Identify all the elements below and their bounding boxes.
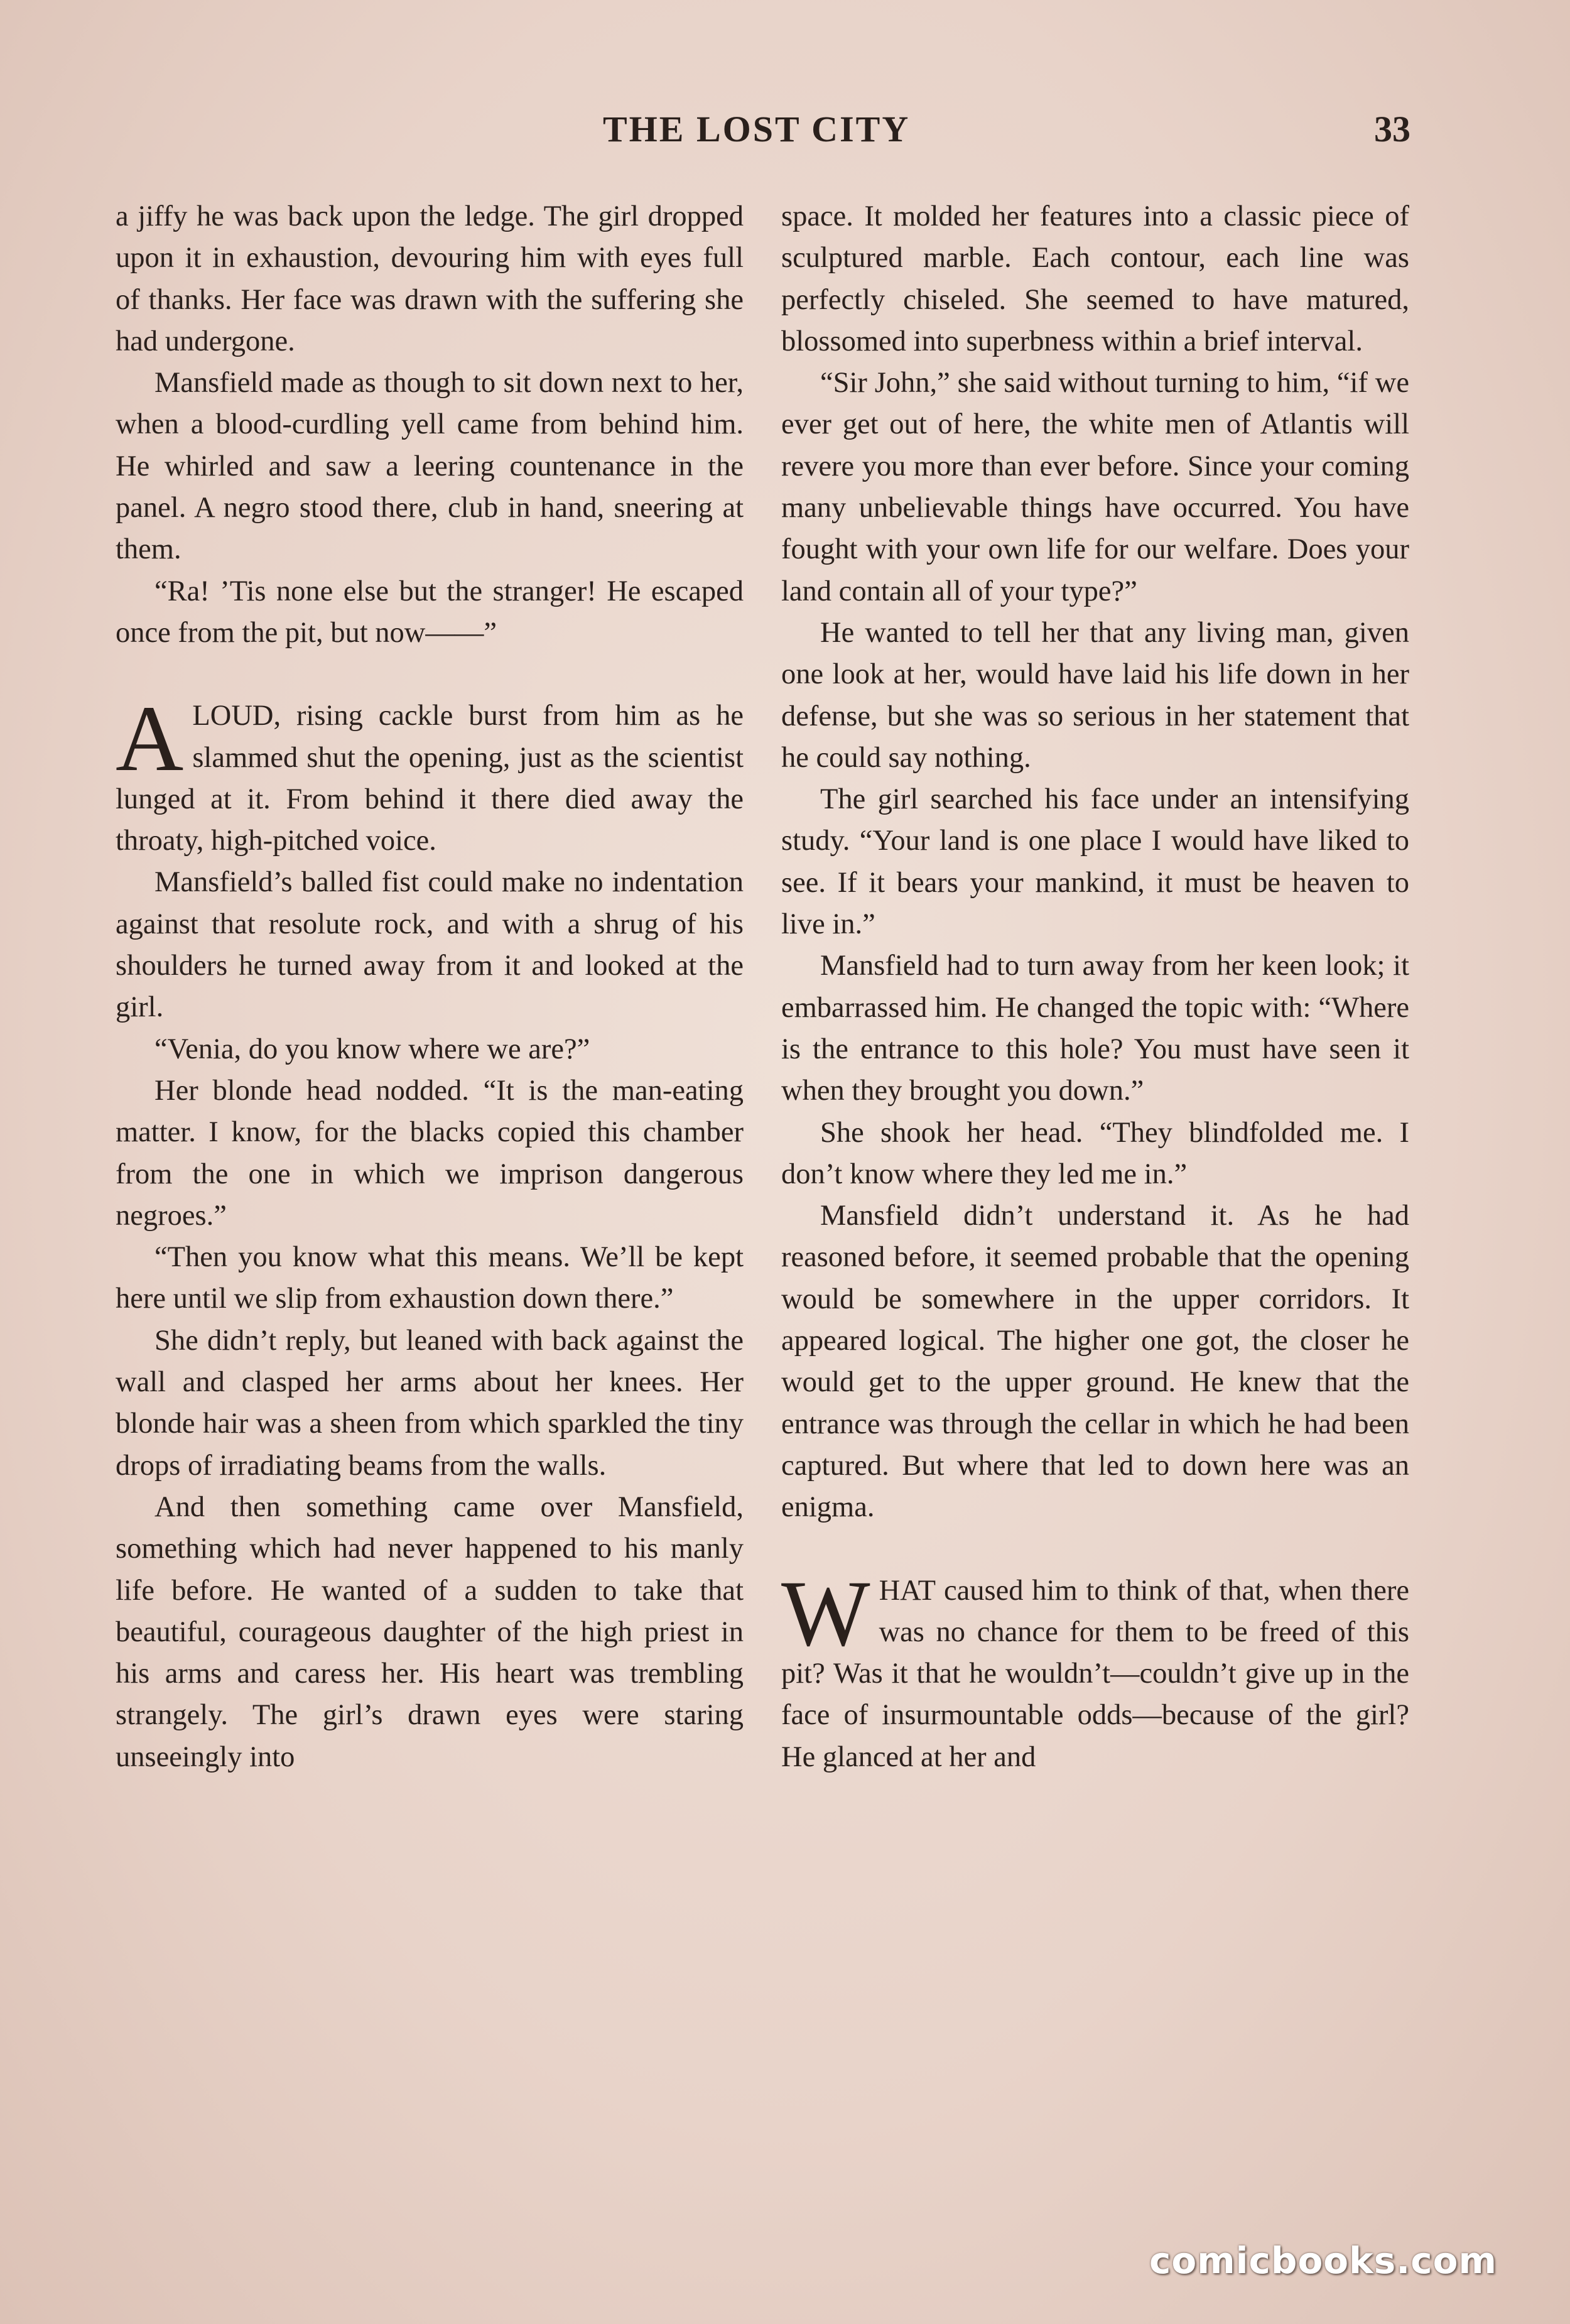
paragraph-text: HAT caused him to think of that, when there was no chance for them to be freed of this pit? Was it that he wouldn’t—couldn’t give up in the face of insurmountable odds—because of the girl? He glanced at her and bbox=[781, 1574, 1409, 1773]
section-paragraph bbox=[116, 687, 744, 862]
paragraph: Mansfield’s balled fist could make no indentation against that resolute rock, and with a shrug of his shoulders he turned away from it and looked at the girl. bbox=[116, 866, 744, 1024]
paragraph-text: LOUD, rising cackle burst from him as he slammed shut the opening, just as the scientist lunged at it. From behind it there died away the throaty, high-pitched voice. bbox=[116, 700, 744, 857]
paragraph: Her blonde head nodded. “It is the man-eating matter. I know, for the blacks copied this chamber from the one in which we imprison dangerous negroes.” bbox=[116, 1074, 744, 1232]
paragraph: “Ra! ’Tis none else but the stranger! He escaped once from the pit, but now——” bbox=[116, 575, 744, 649]
drop-cap: A bbox=[116, 687, 184, 791]
paragraph: The girl searched his face under an intensifying study. “Your land is one place I would have liked to see. If it bears your mankind, it must be heaven to live in.” bbox=[781, 783, 1409, 941]
paragraph: “Venia, do you know where we are?” bbox=[154, 1033, 590, 1065]
left-column bbox=[116, 196, 744, 1778]
paragraph: Mansfield had to turn away from her keen look; it embarrassed him. He changed the topic with: “Where is the entrance to this hole? You must have seen it when they brought you down.” bbox=[781, 950, 1409, 1107]
paragraph: She shook her head. “They blindfolded me. I don’t know where they led me in.” bbox=[781, 1116, 1409, 1190]
section-paragraph bbox=[781, 1561, 1409, 1778]
page-number: 33 bbox=[1374, 109, 1410, 149]
paragraph: He wanted to tell her that any living man, given one look at her, would have laid his life down in her defense, but she was so serious in her statement that he could say nothing. bbox=[781, 616, 1409, 774]
paragraph: Mansfield didn’t understand it. As he had reasoned before, it seemed probable that the opening would be somewhere in the upper corridors. It appeared logical. The higher one got, the closer he would get to the upper ground. He knew that the entrance was through the cellar in which he had been captured. But where that led to down here was an enigma. bbox=[781, 1200, 1409, 1524]
paragraph: And then something came over Mansfield, something which had never happened to his manly life before. He wanted of a sudden to take that beautiful, courageous daughter of the high priest in his arms and caress her. His heart was trembling strangely. The girl’s drawn eyes were staring unseeingly into bbox=[116, 1491, 744, 1773]
paragraph: space. It molded her features into a classic piece of sculptured marble. Each contour, each line was perfectly chiseled. She seemed to have matured, blossomed into superbness within a brief interval. bbox=[781, 200, 1409, 357]
paragraph: “Sir John,” she said without turning to him, “if we ever get out of here, the white men of Atlantis will revere you more than ever before. Since your coming many unbelievable things have occurred. You have fought with your own life for our welfare. Does your land contain all of your type?” bbox=[781, 367, 1409, 607]
drop-cap: W bbox=[781, 1561, 870, 1666]
running-title: THE LOST CITY bbox=[603, 109, 911, 149]
watermark-text: comicbooks.com bbox=[1149, 2239, 1497, 2282]
paragraph: a jiffy he was back upon the ledge. The girl dropped upon it in exhaustion, devouring him with eyes full of thanks. Her face was drawn with the suffering she had undergone. bbox=[116, 200, 744, 357]
paragraph: “Then you know what this means. We’ll be kept here until we slip from exhaustion down there.” bbox=[116, 1241, 744, 1315]
paragraph: Mansfield made as though to sit down next to her, when a blood-curdling yell came from behind him. He whirled and saw a leering countenance in the panel. A negro stood there, club in hand, sneering at them. bbox=[116, 367, 744, 566]
right-column bbox=[781, 196, 1409, 1778]
paragraph: She didn’t reply, but leaned with back against the wall and clasped her arms about her knees. Her blonde hair was a sheen from which sparkled the tiny drops of irradiating beams from the walls. bbox=[116, 1324, 744, 1482]
